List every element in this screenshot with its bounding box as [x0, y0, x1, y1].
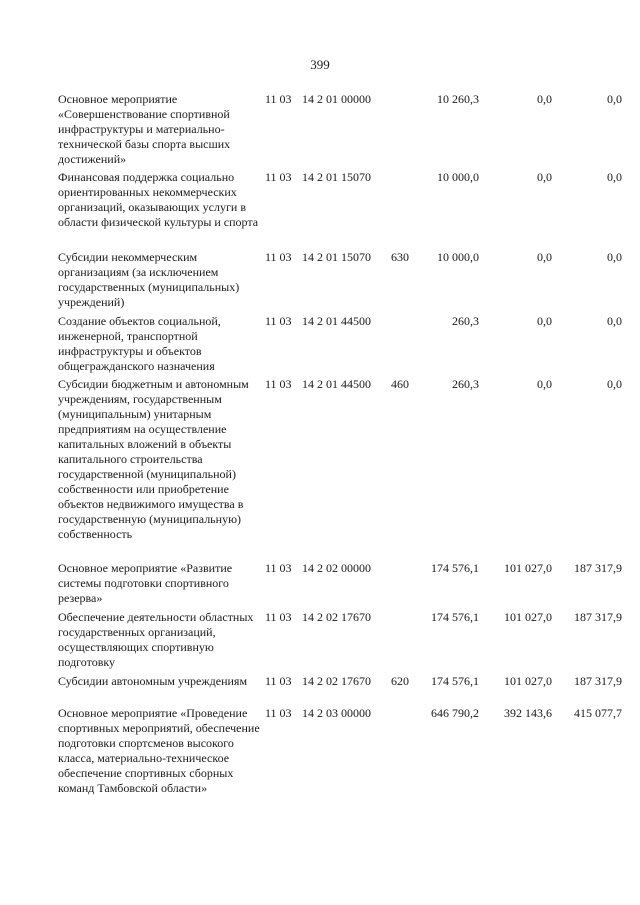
row-section: 11 03 — [265, 92, 292, 106]
row-value-1: 646 790,2 — [431, 706, 479, 720]
row-target: 14 2 01 15070 — [302, 170, 371, 184]
row-target: 14 2 01 44500 — [302, 314, 371, 328]
row-name: Основное мероприятие «Проведение спортивных мероприятий, обеспечение подготовки спортсменов высокого класса, материально-техническое обеспечение спортивных сборных команд Тамбовской области» — [58, 706, 260, 795]
row-name: Субсидии некоммерческим организациям (за исключением государственных (муниципальных) учреждений) — [58, 250, 240, 309]
row-expense: 630 — [391, 250, 409, 264]
row-target: 14 2 02 17670 — [302, 674, 371, 688]
row-value-3: 187 317,9 — [574, 561, 622, 575]
row-name: Финансовая поддержка социально ориентированных некоммерческих организаций, оказывающих услуги в области физической культуры и спорта — [58, 170, 259, 229]
row-value-1: 260,3 — [452, 314, 479, 328]
row-section: 11 03 — [265, 314, 292, 328]
row-value-2: 101 027,0 — [504, 561, 552, 575]
row-value-1: 10 000,0 — [437, 250, 479, 264]
page-number: 399 — [310, 57, 330, 72]
row-section: 11 03 — [265, 674, 292, 688]
row-target: 14 2 02 00000 — [302, 561, 371, 575]
row-value-2: 101 027,0 — [504, 674, 552, 688]
row-value-2: 0,0 — [537, 377, 552, 391]
row-value-3: 0,0 — [607, 377, 622, 391]
row-value-3: 187 317,9 — [574, 674, 622, 688]
row-target: 14 2 01 00000 — [302, 92, 371, 106]
row-target: 14 2 01 15070 — [302, 250, 371, 264]
row-value-2: 101 027,0 — [504, 610, 552, 624]
row-section: 11 03 — [265, 706, 292, 720]
row-section: 11 03 — [265, 377, 292, 391]
row-target: 14 2 03 00000 — [302, 706, 371, 720]
row-value-1: 174 576,1 — [431, 561, 479, 575]
row-value-3: 0,0 — [607, 250, 622, 264]
row-target: 14 2 01 44500 — [302, 377, 371, 391]
row-value-2: 392 143,6 — [504, 706, 552, 720]
row-name: Создание объектов социальной, инженерной, транспортной инфраструктуры и объектов общегражданского назначения — [58, 314, 221, 373]
row-section: 11 03 — [265, 610, 292, 624]
row-expense: 620 — [391, 674, 409, 688]
row-value-2: 0,0 — [537, 92, 552, 106]
row-value-1: 260,3 — [452, 377, 479, 391]
row-value-3: 0,0 — [607, 314, 622, 328]
row-value-3: 0,0 — [607, 92, 622, 106]
row-name: Субсидии бюджетным и автономным учреждениям, государственным (муниципальным) унитарным предприятиям на осуществление капитальных вложений в объекты капитального строительства государственной (муниципальной) собственности или приобретение объектов недвижимого имущества в государственную (муниципальную) собственность — [58, 377, 249, 541]
row-value-3: 187 317,9 — [574, 610, 622, 624]
row-value-1: 174 576,1 — [431, 610, 479, 624]
row-section: 11 03 — [265, 170, 292, 184]
row-value-2: 0,0 — [537, 250, 552, 264]
row-value-3: 415 077,7 — [574, 706, 622, 720]
row-section: 11 03 — [265, 561, 292, 575]
row-expense: 460 — [391, 377, 409, 391]
row-value-2: 0,0 — [537, 170, 552, 184]
row-section: 11 03 — [265, 250, 292, 264]
row-name: Основное мероприятие «Развитие системы подготовки спортивного резерва» — [58, 561, 233, 605]
row-name: Субсидии автономным учреждениям — [58, 674, 248, 688]
row-value-1: 174 576,1 — [431, 674, 479, 688]
row-value-1: 10 260,3 — [437, 92, 479, 106]
row-name: Обеспечение деятельности областных государственных организаций, осуществляющих спортивную подготовку — [58, 610, 254, 669]
row-target: 14 2 02 17670 — [302, 610, 371, 624]
row-name: Основное мероприятие «Совершенствование спортивной инфраструктуры и материально-технической базы спорта высших достижений» — [58, 92, 231, 166]
row-value-2: 0,0 — [537, 314, 552, 328]
row-value-3: 0,0 — [607, 170, 622, 184]
row-value-1: 10 000,0 — [437, 170, 479, 184]
